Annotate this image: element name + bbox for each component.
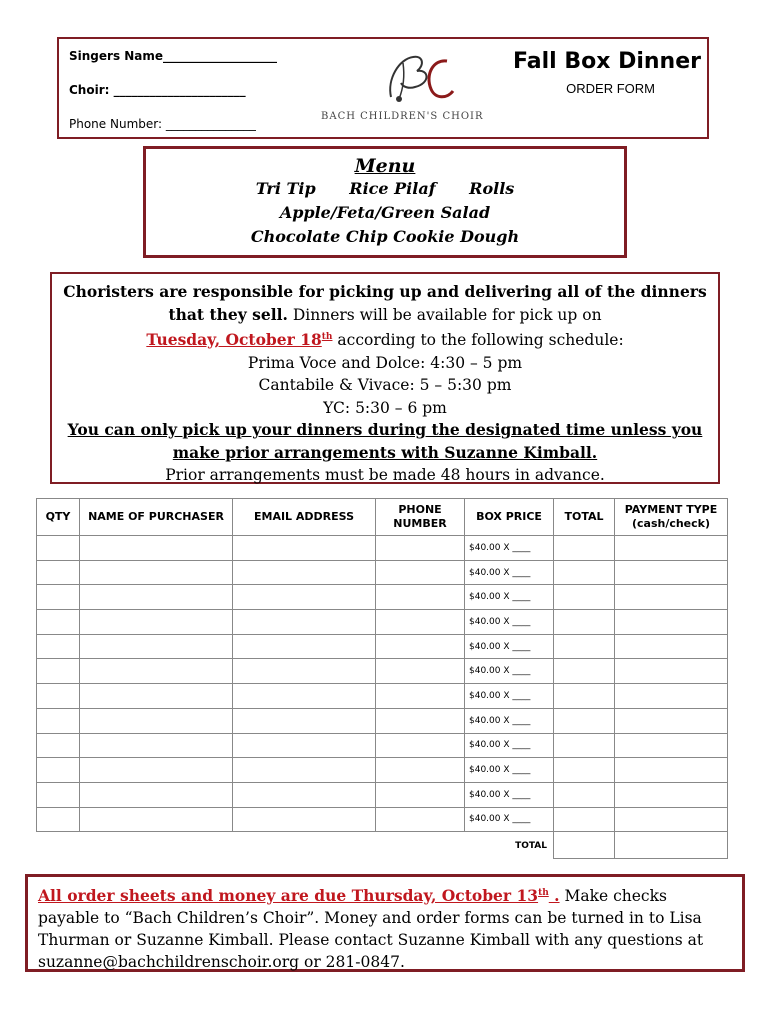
qty-cell[interactable] bbox=[37, 659, 80, 684]
name-cell[interactable] bbox=[80, 585, 233, 610]
header-qty: QTY bbox=[37, 499, 80, 536]
email-cell[interactable] bbox=[233, 807, 376, 832]
table-row bbox=[37, 733, 728, 758]
payment-cell[interactable] bbox=[615, 634, 728, 659]
header-price: BOX PRICE bbox=[465, 499, 554, 536]
phone-cell[interactable] bbox=[376, 560, 465, 585]
payment-cell[interactable] bbox=[615, 807, 728, 832]
email-cell[interactable] bbox=[233, 733, 376, 758]
payment-cell[interactable] bbox=[615, 758, 728, 783]
name-cell[interactable] bbox=[80, 634, 233, 659]
table-row bbox=[37, 684, 728, 709]
total-cell[interactable] bbox=[554, 634, 615, 659]
qty-cell[interactable] bbox=[37, 610, 80, 635]
table-row bbox=[37, 585, 728, 610]
order-table bbox=[36, 498, 728, 859]
payment-cell[interactable] bbox=[615, 585, 728, 610]
total-row bbox=[37, 832, 728, 859]
qty-cell[interactable] bbox=[37, 536, 80, 561]
total-cell[interactable] bbox=[554, 733, 615, 758]
total-cell[interactable] bbox=[554, 585, 615, 610]
price-cell: $40.00 X ____ bbox=[465, 758, 554, 783]
table-row bbox=[37, 610, 728, 635]
phone-cell[interactable] bbox=[376, 634, 465, 659]
phone-cell[interactable] bbox=[376, 585, 465, 610]
payment-cell[interactable] bbox=[615, 536, 728, 561]
menu-box bbox=[143, 146, 627, 258]
qty-cell[interactable] bbox=[37, 733, 80, 758]
header-name: NAME OF PURCHASER bbox=[80, 499, 233, 536]
schedule-line: Cantabile & Vivace: 5 – 5:30 pm bbox=[258, 376, 512, 395]
phone-cell[interactable] bbox=[376, 733, 465, 758]
email-cell[interactable] bbox=[233, 585, 376, 610]
total-cell[interactable] bbox=[554, 536, 615, 561]
total-cell[interactable] bbox=[554, 807, 615, 832]
table-row bbox=[37, 782, 728, 807]
advance-note: Prior arrangements must be made 48 hours in advance. bbox=[165, 466, 605, 485]
name-cell[interactable] bbox=[80, 758, 233, 783]
name-cell[interactable] bbox=[80, 708, 233, 733]
menu-item: Rice Pilaf bbox=[349, 179, 436, 198]
header-total: TOTAL bbox=[554, 499, 615, 536]
menu-item: Apple/Feta/Green Salad bbox=[279, 203, 491, 222]
phone-cell[interactable] bbox=[376, 536, 465, 561]
email-cell[interactable] bbox=[233, 560, 376, 585]
table-row bbox=[37, 634, 728, 659]
total-label: TOTAL bbox=[515, 840, 547, 851]
grand-total-cell[interactable] bbox=[554, 832, 615, 859]
qty-cell[interactable] bbox=[37, 560, 80, 585]
phone-cell[interactable] bbox=[376, 807, 465, 832]
logo-text: BACH CHILDREN'S CHOIR bbox=[321, 111, 484, 122]
payment-cell[interactable] bbox=[615, 782, 728, 807]
pickup-warning: You can only pick up your dinners during the designated time unless you make prior arrangements with Suzanne Kimball. bbox=[67, 420, 703, 462]
singers-name-field[interactable]: Singers Name___________________ bbox=[69, 49, 278, 63]
phone-cell[interactable] bbox=[376, 708, 465, 733]
qty-cell[interactable] bbox=[37, 758, 80, 783]
pickup-info-box bbox=[50, 272, 720, 484]
menu-title: Menu bbox=[354, 155, 416, 177]
table-row bbox=[37, 659, 728, 684]
qty-cell[interactable] bbox=[37, 807, 80, 832]
phone-cell[interactable] bbox=[376, 758, 465, 783]
phone-cell[interactable] bbox=[376, 610, 465, 635]
payment-cell[interactable] bbox=[615, 684, 728, 709]
table-header-row bbox=[37, 499, 728, 536]
schedule-line: YC: 5:30 – 6 pm bbox=[323, 398, 447, 417]
total-cell[interactable] bbox=[554, 560, 615, 585]
grand-total-payment-cell[interactable] bbox=[615, 832, 728, 859]
total-cell[interactable] bbox=[554, 684, 615, 709]
total-cell[interactable] bbox=[554, 659, 615, 684]
qty-cell[interactable] bbox=[37, 634, 80, 659]
phone-cell[interactable] bbox=[376, 684, 465, 709]
table-row bbox=[37, 758, 728, 783]
price-cell: $40.00 X ____ bbox=[465, 708, 554, 733]
form-subtitle: ORDER FORM bbox=[566, 81, 655, 96]
email-cell[interactable] bbox=[233, 684, 376, 709]
price-cell: $40.00 X ____ bbox=[465, 733, 554, 758]
table-row bbox=[37, 536, 728, 561]
payment-cell[interactable] bbox=[615, 708, 728, 733]
responsibility-text: Choristers are responsible for picking up and delivering all of the dinners that they sell. Dinners will be available for pick up on bbox=[63, 282, 707, 324]
phone-number-field[interactable]: Phone Number: _______________ bbox=[69, 117, 256, 131]
header-box bbox=[57, 37, 709, 139]
price-cell: $40.00 X ____ bbox=[465, 684, 554, 709]
menu-item: Chocolate Chip Cookie Dough bbox=[250, 227, 520, 246]
total-cell[interactable] bbox=[554, 708, 615, 733]
price-cell: $40.00 X ____ bbox=[465, 536, 554, 561]
price-cell: $40.00 X ____ bbox=[465, 782, 554, 807]
email-cell[interactable] bbox=[233, 708, 376, 733]
total-cell[interactable] bbox=[554, 758, 615, 783]
payment-cell[interactable] bbox=[615, 560, 728, 585]
name-cell[interactable] bbox=[80, 733, 233, 758]
qty-cell[interactable] bbox=[37, 684, 80, 709]
payment-cell[interactable] bbox=[615, 733, 728, 758]
email-cell[interactable] bbox=[233, 659, 376, 684]
due-date-text: All order sheets and money are due Thursday, October 13 bbox=[38, 886, 539, 906]
menu-row-1 bbox=[146, 177, 624, 201]
footer-instructions: Make checks payable to “Bach Children’s Choir”. Money and order forms can be turned in to Lisa Thurman or Suzanne Kimball. Please contact Suzanne Kimball with any questions at suzanne@bachchildrenschoir.org or 281-0847. bbox=[38, 887, 704, 972]
table-row bbox=[37, 807, 728, 832]
email-cell[interactable] bbox=[233, 782, 376, 807]
table-row bbox=[37, 708, 728, 733]
pickup-date-text: Tuesday, October 18th according to the following schedule: bbox=[146, 330, 624, 350]
name-cell[interactable] bbox=[80, 610, 233, 635]
menu-item: Tri Tip bbox=[255, 179, 316, 198]
table-row bbox=[37, 560, 728, 585]
name-cell[interactable] bbox=[80, 659, 233, 684]
footer-box: All order sheets and money are due Thursday, October 13th . Make checks payable to “Bach Children’s Choir”. Money and order forms can be turned in to Lisa Thurman or Suzanne Kimball. Please contact Suzanne Kimball with any questions at suzanne@bachchildrenschoir.org or 281-0847. bbox=[25, 874, 745, 972]
payment-cell[interactable] bbox=[615, 659, 728, 684]
qty-cell[interactable] bbox=[37, 708, 80, 733]
choir-field[interactable]: Choir: ______________________ bbox=[69, 83, 246, 97]
header-payment: PAYMENT TYPE (cash/check) bbox=[615, 499, 728, 536]
bach-choir-logo bbox=[369, 49, 479, 109]
email-cell[interactable] bbox=[233, 758, 376, 783]
name-cell[interactable] bbox=[80, 560, 233, 585]
email-cell[interactable] bbox=[233, 634, 376, 659]
name-cell[interactable] bbox=[80, 536, 233, 561]
email-cell[interactable] bbox=[233, 610, 376, 635]
phone-cell[interactable] bbox=[376, 782, 465, 807]
name-cell[interactable] bbox=[80, 782, 233, 807]
schedule-line: Prima Voce and Dolce: 4:30 – 5 pm bbox=[247, 353, 523, 372]
price-cell: $40.00 X ____ bbox=[465, 585, 554, 610]
total-cell[interactable] bbox=[554, 782, 615, 807]
header-phone: PHONE NUMBER bbox=[376, 499, 465, 536]
qty-cell[interactable] bbox=[37, 782, 80, 807]
price-cell: $40.00 X ____ bbox=[465, 807, 554, 832]
form-title: Fall Box Dinner bbox=[513, 49, 701, 74]
total-cell[interactable] bbox=[554, 610, 615, 635]
name-cell[interactable] bbox=[80, 684, 233, 709]
price-cell: $40.00 X ____ bbox=[465, 560, 554, 585]
email-cell[interactable] bbox=[233, 536, 376, 561]
price-cell: $40.00 X ____ bbox=[465, 634, 554, 659]
menu-item: Rolls bbox=[469, 179, 515, 198]
qty-cell[interactable] bbox=[37, 585, 80, 610]
price-cell: $40.00 X ____ bbox=[465, 610, 554, 635]
phone-cell[interactable] bbox=[376, 659, 465, 684]
payment-cell[interactable] bbox=[615, 610, 728, 635]
header-email: EMAIL ADDRESS bbox=[233, 499, 376, 536]
price-cell: $40.00 X ____ bbox=[465, 659, 554, 684]
name-cell[interactable] bbox=[80, 807, 233, 832]
